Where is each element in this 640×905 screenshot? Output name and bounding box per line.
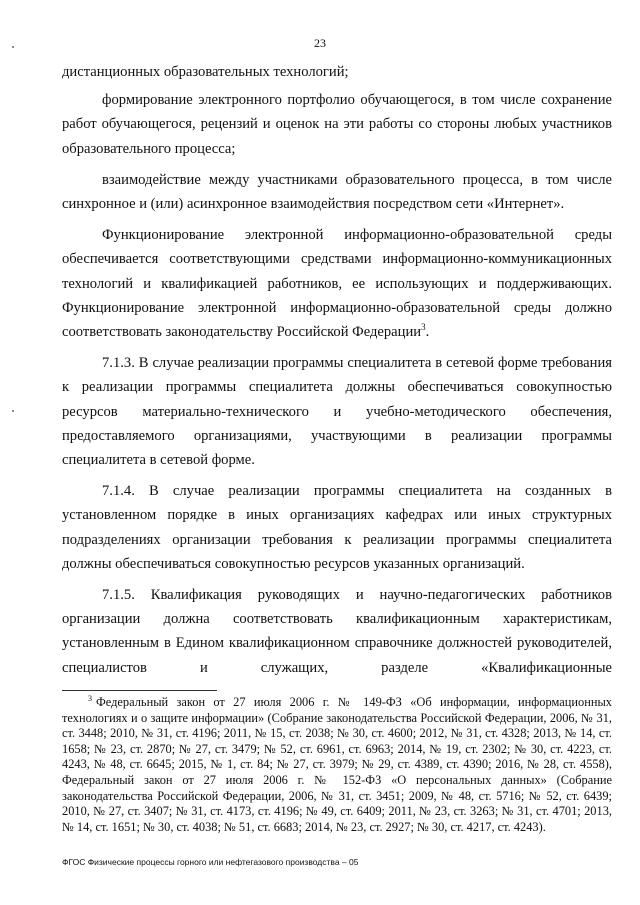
paragraph: 7.1.5. Квалификация руководящих и научно-педагогических работников организации должна соответствовать квалификационным характеристикам, установленным в Едином квалификационном справочнике должностей руководителей, специалистов и служащих, разделе «Квалификационные	[62, 587, 612, 676]
footnote	[62, 695, 612, 835]
scan-speck	[12, 410, 14, 412]
paragraph-end: .	[425, 324, 430, 341]
page-number: 23	[314, 36, 326, 50]
document-footer: ФГОС Физические процессы горного или нефтегазового производства – 05	[62, 857, 359, 867]
paragraph: дистанционных образовательных технологий;	[62, 64, 349, 80]
paragraph	[62, 223, 612, 344]
paragraph: 7.1.3. В случае реализации программы специалитета в сетевой форме требования к реализации программы специалитета должны обеспечиваться совокупностью ресурсов материально-технического и учебно-методического обеспечения, предоставляемого организациями, участвующими в реализации программы специалитета в сетевой форме.	[62, 355, 612, 469]
footnote-separator	[62, 690, 217, 691]
paragraph: формирование электронного портфолио обучающегося, в том числе сохранение работ обучающегося, рецензий и оценок на эти работы со стороны любых участников образовательного процесса;	[62, 92, 612, 157]
main-text	[62, 60, 612, 687]
paragraph-text: Функционирование электронной информационно-образовательной среды обеспечивается соответствующими средствами информационно-коммуникационных технологий и квалификацией работников, ее использующих и поддерживающих. Функционирование электронной информационно-образовательной среды должно соответствовать законодательству Российской Федерации	[62, 227, 612, 341]
paragraph: 7.1.4. В случае реализации программы специалитета на созданных в установленном порядке в иных организациях кафедрах или иных структурных подразделениях организации требования к реализации программы специалитета должны обеспечиваться совокупностью ресурсов указанных организаций.	[62, 483, 612, 572]
footnote-mark: 3	[88, 693, 92, 703]
paragraph: взаимодействие между участниками образовательного процесса, в том числе синхронное и (или) асинхронное взаимодействия посредством сети «Интернет».	[62, 171, 612, 213]
footnote-reference: 3	[421, 322, 426, 333]
footnote-text: Федеральный закон от 27 июля 2006 г. № 149-ФЗ «Об информации, информационных технологиях и о защите информации» (Собрание законодательства Российской Федерации, 2006, № 31, ст. 3448; 2010, № 31, ст. 4196; 2011, № 15, ст. 2038; № 30, ст. 4600; 2012, № 31, ст. 4328; 2013, № 14, ст. 1658; № 23, ст. 2870; № 27, ст. 3479; № 52, ст. 6961, ст. 6963; 2014, № 19, ст. 2302; № 30, ст. 4223, ст. 4243, № 48, ст. 6645; 2015, № 1, ст. 84; № 27, ст. 3979; № 29, ст. 4389, ст. 4390; 2016, № 28, ст. 4558), Федеральный закон от 27 июля 2006 г. № 152-ФЗ «О персональных данных» (Собрание законодательства Российской Федерации, 2006, № 31, ст. 3451; 2009, № 48, ст. 5716; № 52, ст. 6439; 2010, № 27, ст. 3407; № 31, ст. 4173, ст. 4196; № 49, ст. 6409; 2011, № 23, ст. 3263; № 31, ст. 4701; 2013, № 14, ст. 1651; № 30, ст. 4038; № 51, ст. 6683; 2014, № 23, ст. 2927; № 30, ст. 4217, ст. 4243).	[62, 695, 612, 834]
